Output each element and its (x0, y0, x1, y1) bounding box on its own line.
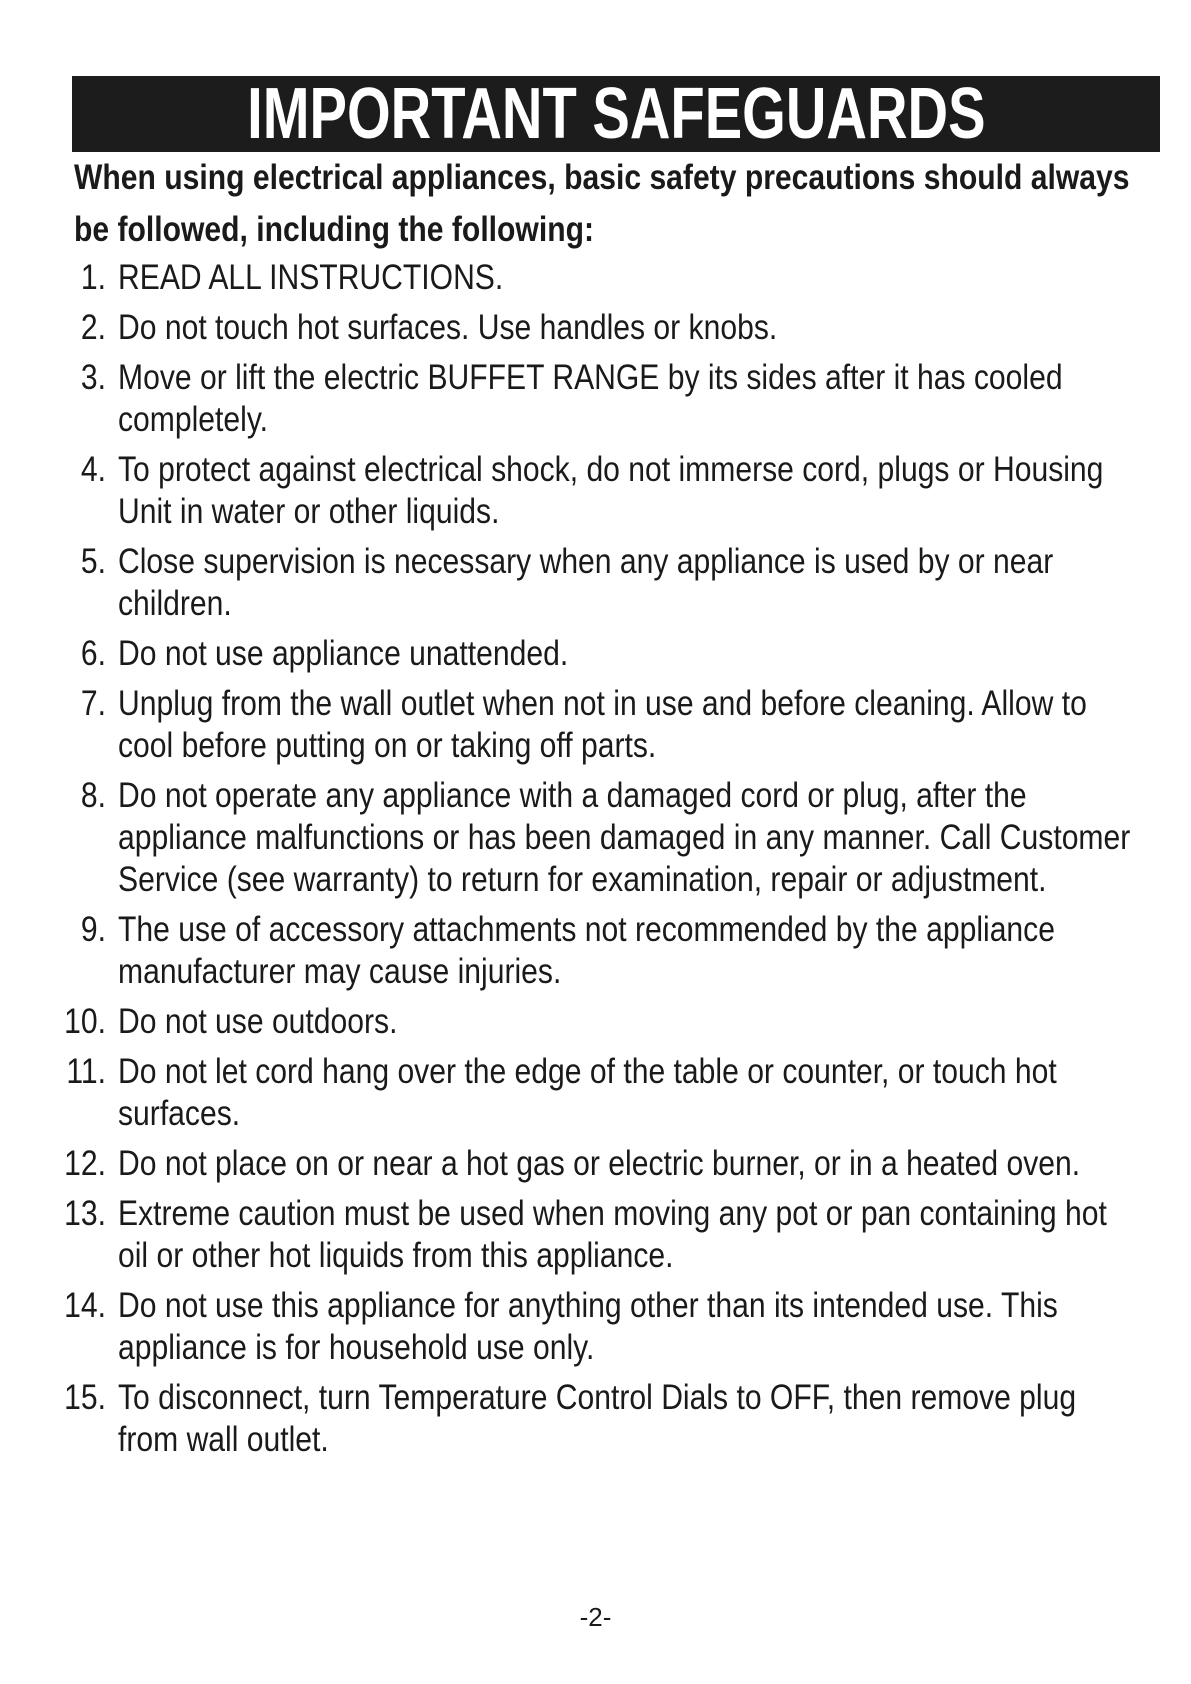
list-item (0, 449, 1191, 533)
list-item (0, 357, 1191, 441)
item-text: To protect against electrical shock, do not immerse cord, plugs or Housing Unit in water or other liquids. (118, 450, 1104, 531)
list-item (0, 909, 1191, 993)
item-number: 10. (64, 1002, 106, 1041)
list-item (0, 307, 1191, 349)
item-number: 7. (80, 684, 106, 723)
title-banner (72, 76, 1160, 152)
item-text: Do not place on or near a hot gas or electric burner, or in a heated oven. (118, 1144, 1081, 1183)
list-item (0, 1051, 1191, 1135)
item-text: Move or lift the electric BUFFET RANGE by its sides after it has cooled completely. (118, 358, 1063, 439)
item-text: Do not use outdoors. (118, 1002, 398, 1041)
list-item (0, 1143, 1191, 1185)
item-number: 11. (66, 1052, 106, 1091)
item-text: Unplug from the wall outlet when not in use and before cleaning. Allow to cool before putting on or taking off parts. (118, 684, 1087, 765)
item-number: 12. (64, 1144, 106, 1183)
item-text: To disconnect, turn Temperature Control Dials to OFF, then remove plug from wall outlet. (118, 1378, 1077, 1459)
item-number: 1. (80, 258, 106, 297)
intro-paragraph: When using electrical appliances, basic safety precautions should always be followed, including the following: (74, 158, 1130, 249)
item-number: 5. (80, 542, 106, 581)
item-number: 3. (80, 358, 106, 397)
list-item (0, 1193, 1191, 1277)
item-text: Do not let cord hang over the edge of the table or counter, or touch hot surfaces. (118, 1052, 1057, 1133)
list-item (0, 775, 1191, 901)
item-text: Close supervision is necessary when any appliance is used by or near children. (118, 542, 1054, 623)
item-text: Do not touch hot surfaces. Use handles or knobs. (118, 308, 778, 347)
item-text: Do not operate any appliance with a damaged cord or plug, after the appliance malfunctions or has been damaged in any manner. Call Customer Service (see warranty) to return for examination, repair or adjustment. (118, 776, 1131, 899)
safeguards-list (0, 257, 1191, 1469)
item-text: Extreme caution must be used when moving any pot or pan containing hot oil or other hot liquids from this appliance. (118, 1194, 1107, 1275)
item-text: Do not use this appliance for anything other than its intended use. This appliance is for household use only. (118, 1286, 1058, 1367)
list-item (0, 541, 1191, 625)
list-item (0, 1377, 1191, 1461)
item-number: 15. (64, 1378, 106, 1417)
item-number: 8. (80, 776, 106, 815)
item-number: 14. (64, 1286, 106, 1325)
list-item (0, 1001, 1191, 1043)
list-item (0, 633, 1191, 675)
list-item (0, 1285, 1191, 1369)
item-number: 4. (80, 450, 106, 489)
item-number: 9. (80, 910, 106, 949)
item-number: 2. (80, 308, 106, 347)
item-number: 6. (80, 634, 106, 673)
item-number: 13. (64, 1194, 106, 1233)
page-title: IMPORTANT SAFEGUARDS (246, 74, 986, 154)
page-number: -2- (579, 1602, 612, 1632)
item-text: The use of accessory attachments not recommended by the appliance manufacturer may cause injuries. (118, 910, 1055, 991)
item-text: READ ALL INSTRUCTIONS. (118, 258, 504, 297)
list-item (0, 683, 1191, 767)
item-text: Do not use appliance unattended. (118, 634, 569, 673)
list-item (0, 257, 1191, 299)
